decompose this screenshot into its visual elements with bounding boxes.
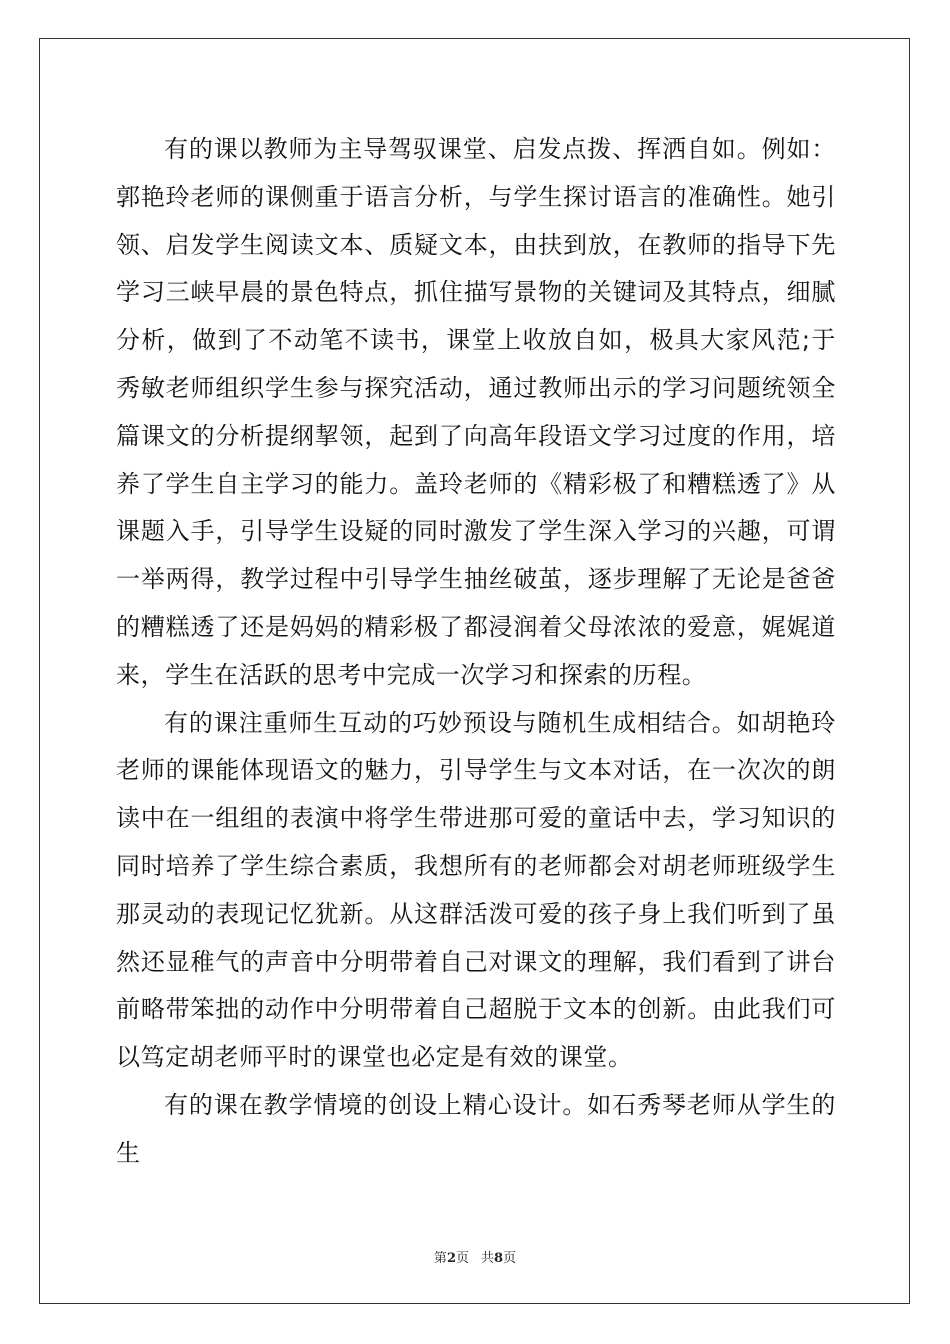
total-prefix: 共 bbox=[481, 1251, 495, 1266]
page-prefix: 第 bbox=[433, 1251, 447, 1266]
page-footer bbox=[0, 1247, 950, 1266]
document-body bbox=[116, 126, 836, 1178]
total-suffix: 页 bbox=[503, 1251, 517, 1266]
paragraph-3: 有的课在教学情境的创设上精心设计。如石秀琴老师从学生的生 bbox=[116, 1090, 836, 1167]
total-page-number: 8 bbox=[494, 1251, 504, 1266]
page-suffix: 页 bbox=[455, 1251, 469, 1266]
paragraph-2: 有的课注重师生互动的巧妙预设与随机生成相结合。如胡艳玲老师的课能体现语文的魅力，引导学生与文本对话，在一次次的朗读中在一组组的表演中将学生带进那可爱的童话中去，学习知识的同时培养了学生综合素质，我想所有的老师都会对胡老师班级学生那灵动的表现记忆犹新。从这群活泼可爱的孩子身上我们听到了虽然还显稚气的声音中分明带着自己对课文的理解，我们看到了讲台前略带笨拙的动作中分明带着自己超脱于文本的创新。由此我们可以笃定胡老师平时的课堂也必定是有效的课堂。 bbox=[116, 708, 836, 1072]
current-page-number: 2 bbox=[446, 1251, 456, 1266]
paragraph-1: 有的课以教师为主导驾驭课堂、启发点拨、挥洒自如。例如：郭艳玲老师的课侧重于语言分析，与学生探讨语言的准确性。她引领、启发学生阅读文本、质疑文本，由扶到放，在教师的指导下先学习三峡早晨的景色特点，抓住描写景物的关键词及其特点，细腻分析，做到了不动笔不读书，课堂上收放自如，极具大家风范;于秀敏老师组织学生参与探究活动，通过教师出示的学习问题统领全篇课文的分析提纲挈领，起到了向高年段语文学习过度的作用，培养了学生自主学习的能力。盖玲老师的《精彩极了和糟糕透了》从课题入手，引导学生设疑的同时激发了学生深入学习的兴趣，可谓一举两得，教学过程中引导学生抽丝破茧，逐步理解了无论是爸爸的糟糕透了还是妈妈的精彩极了都浸润着父母浓浓的爱意，娓娓道来，学生在活跃的思考中完成一次学习和探索的历程。 bbox=[116, 135, 836, 689]
